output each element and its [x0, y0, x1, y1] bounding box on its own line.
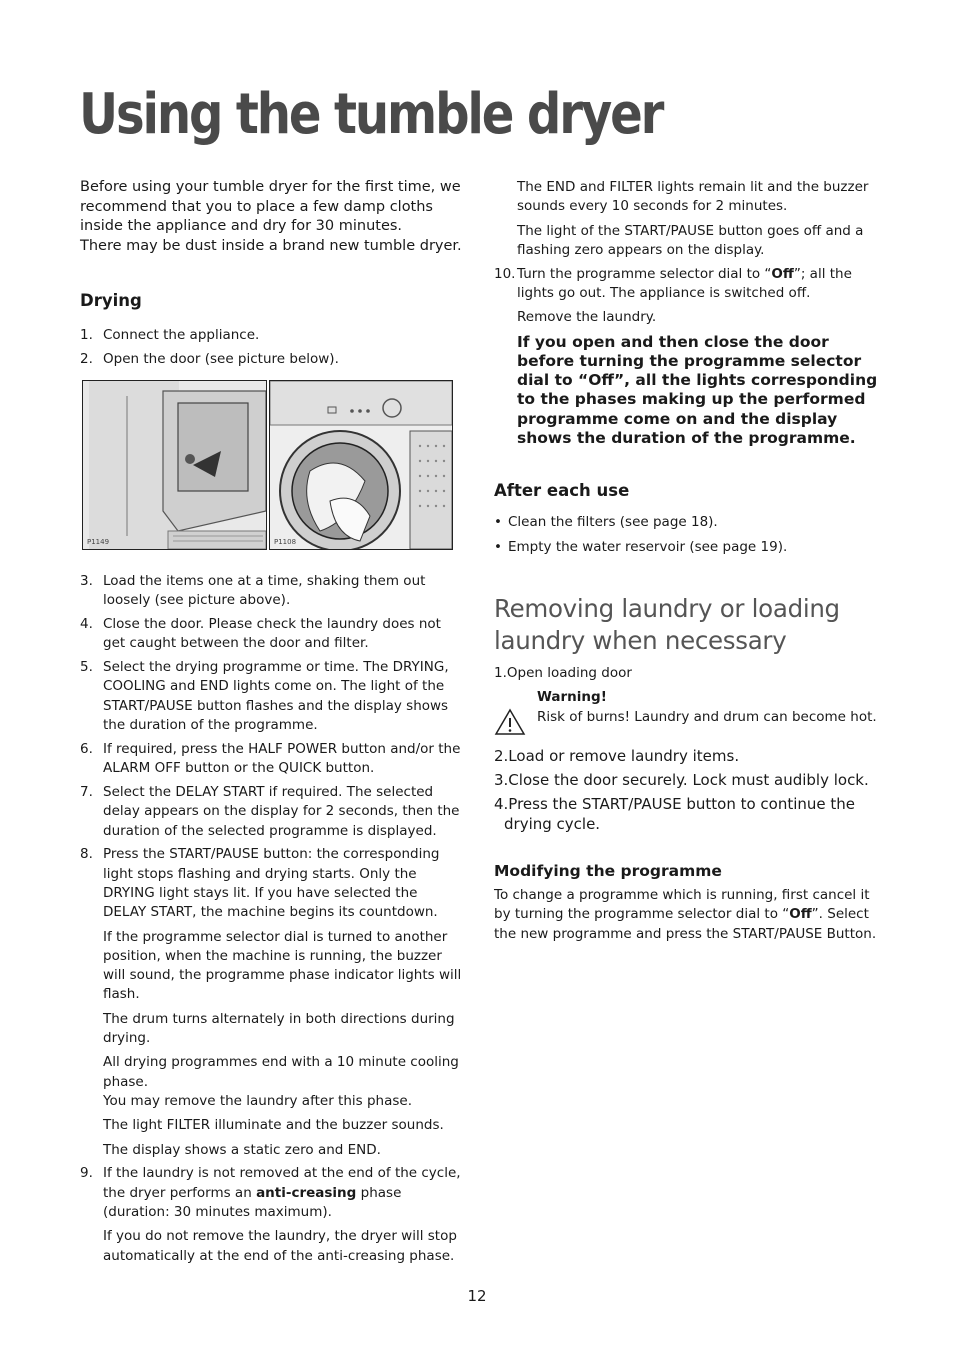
list-item — [494, 513, 879, 532]
step-note: All drying programmes end with a 10 minute cooling phase. — [103, 1054, 459, 1090]
list-item — [80, 1164, 462, 1265]
step-text: Load the items one at a time, shaking them out loosely (see picture above). — [103, 573, 426, 609]
continuation-paragraph: The light of the START/PAUSE button goes off and a flashing zero appears on the display. — [517, 222, 864, 258]
page-title: Using the tumble dryer — [79, 82, 663, 147]
warning-text: Risk of burns! Laundry and drum can become hot. — [537, 708, 877, 725]
list-item — [494, 795, 879, 834]
mod-text: To change a programme which is running, first cancel it by turning the programme selector dial to “ — [494, 887, 870, 923]
bullet: • — [494, 539, 502, 556]
drying-steps — [80, 572, 462, 1270]
drying-steps-top — [80, 326, 462, 374]
removing-steps — [494, 747, 879, 834]
bullet-text: Empty the water reservoir (see page 19). — [508, 539, 788, 556]
photo-label: P1149 — [87, 538, 110, 546]
intro-line: Before using your tumble dryer for the first time, we — [80, 179, 461, 195]
step-text: phase (duration: 30 minutes maximum). — [103, 1184, 402, 1220]
warning-box — [494, 688, 879, 727]
step-number: 3. — [80, 573, 93, 589]
step-note: The drum turns alternately in both directions during drying. — [103, 1010, 455, 1047]
photo-label: P1108 — [274, 538, 297, 546]
step-text: Select the DELAY START if required. The selected delay appears on the display for 2 seconds, then the duration of the selected programme is displayed. — [103, 783, 460, 839]
step-number: 9. — [80, 1165, 93, 1182]
drying-heading: Drying — [80, 291, 142, 310]
step-text: If required, press the HALF POWER button and/or the ALARM OFF button or the QUICK button. — [103, 740, 461, 777]
loading-laundry-illustration — [270, 381, 452, 549]
step-number: 8. — [80, 846, 93, 863]
list-item: 3.Close the door securely. Lock must audibly lock. — [494, 771, 869, 790]
step-text: Close the door. Please check the laundry does not get caught between the door and filter. — [103, 616, 441, 652]
list-item — [80, 615, 462, 654]
mod-text: ”. Select the new programme and press the START/PAUSE Button. — [494, 906, 877, 942]
step-text-bold: Off — [771, 266, 794, 283]
step-text: Open the door (see picture below). — [103, 350, 339, 367]
warning-triangle-icon — [494, 708, 526, 736]
step-note: The display shows a static zero and END. — [103, 1141, 381, 1158]
list-item — [80, 572, 462, 611]
step-text: Press the START/PAUSE button: the corresponding light stops flashing and drying starts. Only the DRYING light stays lit. If you have selected the DELAY START, the machine begins its countdown. — [103, 846, 440, 921]
step-number: 7. — [80, 783, 93, 800]
heading-line: laundry when necessary — [494, 626, 787, 656]
list-item — [80, 326, 462, 345]
modifying-programme-text — [494, 886, 879, 944]
open-door-step: 1.Open loading door — [494, 665, 632, 682]
removing-laundry-heading — [494, 593, 879, 657]
continuation-paragraph: The END and FILTER lights remain lit and the buzzer sounds every 10 seconds for 2 minutes. — [517, 179, 869, 215]
dryer-door-illustration — [83, 381, 266, 549]
step-note: The light FILTER illuminate and the buzzer sounds. — [103, 1117, 444, 1134]
step-number: 2. — [80, 350, 93, 367]
heading-line: Removing laundry or loading — [494, 594, 840, 624]
intro-line: inside the appliance and dry for 30 minutes. — [80, 218, 403, 234]
list-item: 2.Load or remove laundry items. — [494, 747, 740, 766]
step-number: 6. — [80, 740, 93, 757]
loading-laundry-photo — [269, 380, 453, 550]
remove-laundry-text: Remove the laundry. — [517, 309, 657, 326]
step-number: 5. — [80, 659, 93, 676]
right-column — [494, 178, 879, 944]
door-note-bold: If you open and then close the door before turning the programme selector dial to “Off”, all the lights corresponding to the phases making up the performed programme come on and the display shows the duration of the programme. — [517, 332, 878, 448]
step-text: Select the drying programme or time. The DRYING, COOLING and END lights come on. The light of the START/PAUSE button flashes and the display shows the duration of the programme. — [103, 659, 449, 734]
step-text: drying cycle. — [504, 814, 601, 833]
intro-paragraph — [80, 178, 462, 256]
step-number: 4. — [80, 616, 93, 633]
after-each-use-heading: After each use — [494, 481, 630, 501]
step-text: Connect the appliance. — [103, 327, 260, 343]
mod-text-bold: Off — [789, 906, 812, 923]
intro-line: There may be dust inside a brand new tumble dryer. — [80, 237, 462, 254]
list-item — [80, 740, 462, 779]
step-note: If the programme selector dial is turned to another position, when the machine is running, the buzzer will sound, the programme phase indicator lights will flash. — [103, 928, 462, 1003]
list-item — [80, 658, 462, 735]
after-each-use-list — [494, 513, 879, 557]
step-note: If you do not remove the laundry, the dryer will stop automatically at the end of the anti-creasing phase. — [103, 1228, 457, 1264]
step-text: Turn the programme selector dial to “ — [517, 266, 772, 283]
intro-line: recommend that you to place a few damp cloths — [80, 198, 433, 215]
bullet-text: Clean the filters (see page 18). — [508, 514, 718, 531]
dryer-door-photo — [82, 380, 267, 550]
step-number: 1. — [80, 327, 93, 343]
modifying-programme-heading: Modifying the programme — [494, 862, 722, 881]
step-text: If the laundry is not removed at the end of the cycle, the dryer performs an — [103, 1165, 461, 1201]
step-ten-list — [494, 265, 879, 304]
step-note: You may remove the laundry after this phase. — [103, 1092, 412, 1109]
warning-title: Warning! — [537, 689, 607, 706]
step-text: ”; all the lights go out. The appliance is switched off. — [517, 266, 852, 302]
list-item — [494, 265, 879, 304]
list-item — [80, 845, 462, 1159]
step-text-bold: anti-creasing — [256, 1184, 357, 1201]
step-text: 4.Press the START/PAUSE button to continue the — [494, 795, 856, 814]
list-item — [80, 350, 462, 369]
bullet: • — [494, 514, 502, 531]
left-column — [80, 178, 462, 1264]
list-item — [80, 783, 462, 841]
door-photos — [82, 380, 452, 548]
step-number: 10. — [494, 266, 516, 283]
list-item — [494, 538, 879, 557]
page-number: 12 — [467, 1287, 487, 1305]
